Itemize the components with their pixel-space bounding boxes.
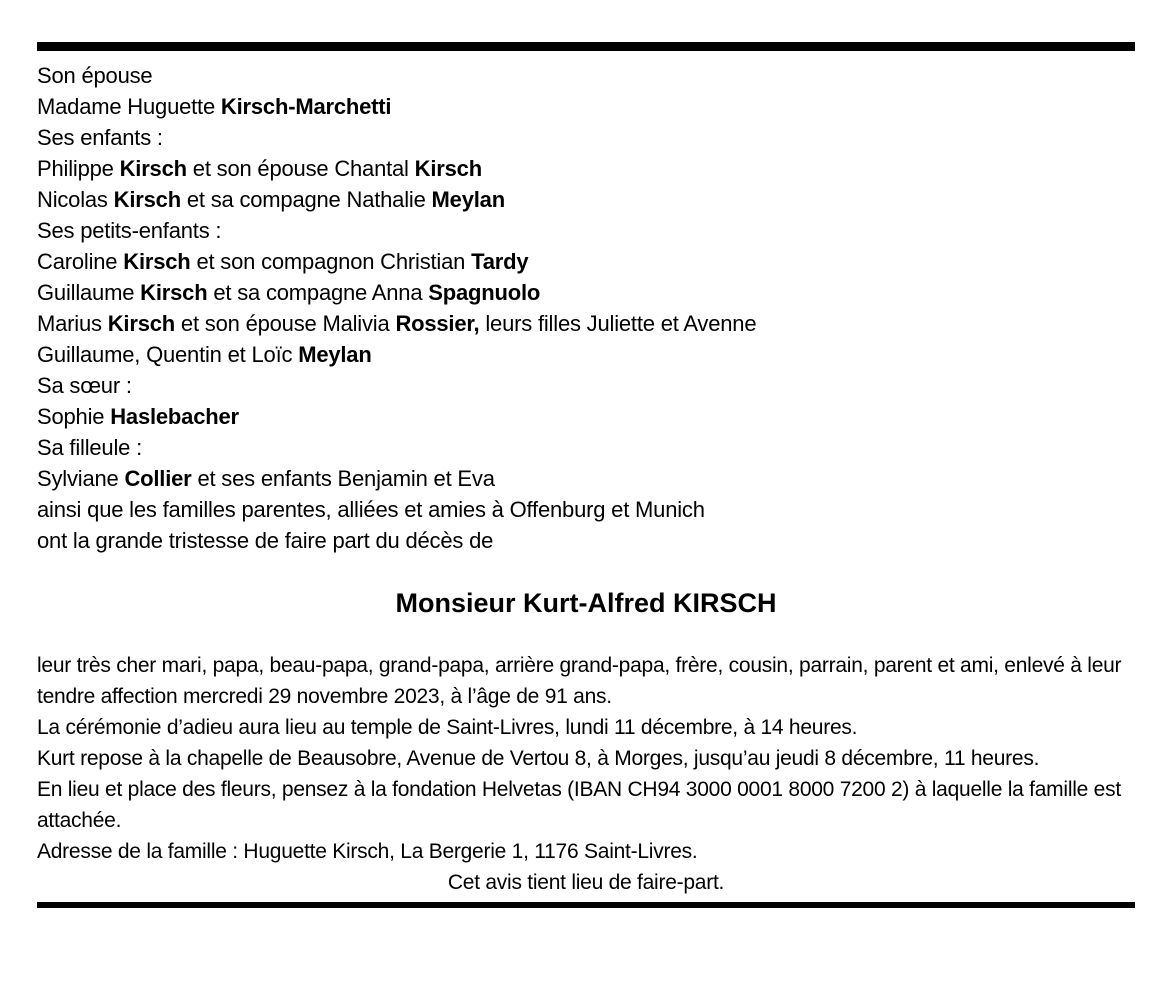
- body-paragraph: Kurt repose à la chapelle de Beausobre, Avenue de Vertou 8, à Morges, jusqu’au jeudi 8 décembre, 11 heures.: [37, 747, 1040, 770]
- family-line: [37, 246, 1135, 277]
- announcement-body: [37, 650, 1135, 867]
- family-line-text: Caroline: [37, 249, 124, 274]
- family-line-text: Guillaume: [37, 280, 141, 305]
- family-surname-bold: Spagnuolo: [428, 280, 541, 305]
- family-surname-bold: Collier: [124, 466, 192, 491]
- family-surname-bold: Kirsch: [123, 249, 191, 274]
- family-line: [37, 215, 1135, 246]
- family-line: [37, 122, 1135, 153]
- family-line: [37, 91, 1135, 122]
- family-surname-bold: Kirsch: [414, 156, 482, 181]
- closing-line: Cet avis tient lieu de faire-part.: [447, 871, 725, 894]
- family-surname-bold: Tardy: [471, 249, 529, 274]
- family-line-text: Sa sœur :: [37, 373, 132, 398]
- family-line-text: Ses enfants :: [37, 125, 163, 150]
- family-line-text: ont la grande tristesse de faire part du décès de: [37, 528, 494, 553]
- body-paragraph: En lieu et place des fleurs, pensez à la fondation Helvetas (IBAN CH94 3000 0001 8000 7200 2) à laquelle la famille est attachée.: [37, 778, 1121, 832]
- top-rule: [37, 42, 1135, 51]
- family-surname-bold: Kirsch: [113, 187, 181, 212]
- family-line-text: Nicolas: [37, 187, 114, 212]
- family-line-text: et sa compagne Nathalie: [180, 187, 432, 212]
- family-line: [37, 432, 1135, 463]
- family-surname-bold: Meylan: [298, 342, 372, 367]
- family-line: [37, 277, 1135, 308]
- bottom-rule: [37, 902, 1135, 908]
- family-line-text: Ses petits-enfants :: [37, 218, 222, 243]
- family-list: [37, 60, 1135, 556]
- family-line: [37, 494, 1135, 525]
- family-line-text: Sylviane: [37, 466, 125, 491]
- family-line-text: et sa compagne Anna: [207, 280, 429, 305]
- family-line: [37, 463, 1135, 494]
- family-line-text: et son compagnon Christian: [190, 249, 472, 274]
- body-paragraph: Adresse de la famille : Huguette Kirsch, La Bergerie 1, 1176 Saint-Livres.: [37, 840, 698, 863]
- family-line: [37, 184, 1135, 215]
- deceased-name-title: Monsieur Kurt-Alfred KIRSCH: [395, 588, 777, 618]
- family-surname-bold: Meylan: [431, 187, 505, 212]
- family-line: [37, 60, 1135, 91]
- family-line-text: et son épouse Malivia: [175, 311, 396, 336]
- family-surname-bold: Kirsch: [107, 311, 176, 336]
- family-line: [37, 308, 1135, 339]
- family-line: [37, 339, 1135, 370]
- family-line: [37, 153, 1135, 184]
- family-surname-bold: Kirsch: [119, 156, 187, 181]
- family-line: [37, 525, 1135, 556]
- family-surname-bold: Haslebacher: [110, 404, 239, 429]
- family-surname-bold: Kirsch-Marchetti: [220, 94, 392, 119]
- family-line-text: Marius: [37, 311, 108, 336]
- family-surname-bold: Kirsch: [140, 280, 208, 305]
- family-line-text: ainsi que les familles parentes, alliées et amies à Offenburg et Munich: [37, 497, 705, 522]
- body-paragraph: La cérémonie d’adieu aura lieu au temple de Saint-Livres, lundi 11 décembre, à 14 heures.: [37, 716, 858, 739]
- family-line-text: Philippe: [37, 156, 120, 181]
- body-paragraph: leur très cher mari, papa, beau-papa, grand-papa, arrière grand-papa, frère, cousin, parrain, parent et ami, enlevé à leur tendre affection mercredi 29 novembre 2023, à l’âge de 91 ans.: [37, 654, 1122, 708]
- family-line: [37, 370, 1135, 401]
- family-line-text: Sophie: [37, 404, 111, 429]
- family-line-text: et ses enfants Benjamin et Eva: [191, 466, 495, 491]
- family-line-text: Madame Huguette: [37, 94, 221, 119]
- family-line-text: leurs filles Juliette et Avenne: [479, 311, 757, 336]
- family-line-text: et son épouse Chantal: [186, 156, 415, 181]
- family-surname-bold: Rossier,: [395, 311, 480, 336]
- family-line-text: Guillaume, Quentin et Loïc: [37, 342, 299, 367]
- family-line-text: Son épouse: [37, 63, 153, 88]
- family-line: [37, 401, 1135, 432]
- family-line-text: Sa filleule :: [37, 435, 143, 460]
